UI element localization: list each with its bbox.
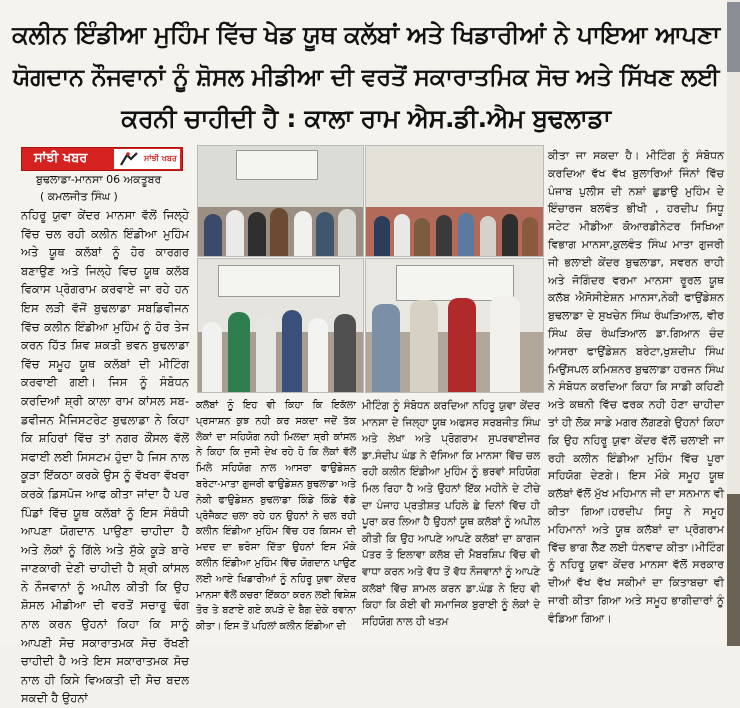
headline-line-2: ਯੋਗਦਾਨ ਨੌਜਵਾਨਾਂ ਨੂੰ ਸ਼ੋਸਲ ਮੀਡੀਆ ਦੀ ਵਰਤੋਂ ਸਕਾਰਾਤਮਿਕ ਸੋਚ ਅਤੇ ਸਿੱਖਣ ਲਈ	[12, 63, 720, 91]
running-figure-logo-icon	[118, 151, 140, 167]
column-4-text: ਕੀਤਾ ਜਾ ਸਕਦਾ ਹੈ। ਮੀਟਿੰਗ ਨੂੰ ਸੰਬੋਧਨ ਕਰਦਿਆ ਵੱਖ ਵੱਖ ਬੁਲਾਰਿਆਂ ਜਿੰਨਾਂ ਵਿੱਚ ਪੰਜਾਬ ਪੁਲੀਸ ਦੀ ਨਸ਼ਾਂ ਛੁਡਾਉ ਮੁਹਿੰਮ ਦੇ ਇੰਚਾਰਜ ਬਲਵੰਤ ਭੀਖੀ , ਹਰਦੀਪ ਸਿਧੂ ਸਟੇਟ ਮੀਡੀਆ ਕੋਆਰਡੀਨੇਟਰ ਸਿਖਿਆ ਵਿਭਾਗ ਮਾਨਸਾ,ਕੁਲਵੰਤ ਸਿੰਘ ਮਾਤਾ ਗੁਜਰੀ ਜੀ ਭਲਾਈ ਕੇਂਦਰ ਬੁਢਲਾਡਾ, ਸਵਰਨ ਰਾਹੀ ਅਤੇ ਜੋਗਿੰਦਰ ਵਰਮਾ ਮਾਨਸਾ ਰੂਰਲ ਯੂਥ ਕਲੱਬ ਐਸੋਸੀਏਸ਼ਨ ਮਾਨਸਾ,ਨੇਕੀ ਫਾਉਂਡੇਸ਼ਨ ਬੁਢਲਾਡਾ ਦੇ ਸੁਖਚੇਨ ਸਿੰਘ ਰੰਘੜਿਆਲ, ਵੀਰ ਸਿੰਘ ਕੋਚ ਰੰਘੜਿਆਲ ਡਾ.ਗਿਆਨ ਚੰਦ ਆਸਰਾ ਫਾਉਂਡੇਸ਼ਨ ਬਰੇਟਾ,ਖੁਸ਼ਦੀਪ ਸਿੰਘ ਮਿਉਂਸਪਲ ਕਮਿਸ਼ਨਰ ਬੁਢਲਾਡਾ ਹਰਜਨ ਸਿੰਘ ਨੇ ਸੰਬੋਧਨ ਕਰਦਿਆ ਕਿਹਾ ਕਿ ਸਾਡੀ ਕਹਿਣੀ ਅਤੇ ਕਥਨੀ ਵਿੱਚ ਫਰਕ ਨਹੀ ਹੋਣਾ ਚਾਹੀਦਾ ਤਾਂ ਹੀ ਲੋਕ ਸਾਡੇ ਮਗਰ ਲੱਗਣਗੇ ਉਹਨਾਂ ਕਿਹਾ ਕਿ ਉਹ ਨਹਿਰੂ ਯੁਵਾ ਕੇਂਦਰ ਵੱਲੋਂ ਚਲਾਈ ਜਾ ਰਹੀ ਕਲੀਨ ਇੰਡੀਆ ਮੁਹਿੰਮ ਵਿੱਚ ਪੂਰਾ ਸਹਿਯੋਗ ਦੇਣਗੇ। ਇਸ ਮੌਕੇ ਸਮੂਹ ਯੂਥ ਕਲੱਬਾਂ ਵੱਲੋਂ ਮੁੱਖ ਮਹਿਮਾਨ ਜੀ ਦਾ ਸਨਮਾਨ ਵੀ ਕੀਤਾ ਗਿਆ।ਹਰਦੀਪ ਸਿਧੂ ਨੇ ਸਮੂਹ ਮਹਿਮਾਨਾਂ ਅਤੇ ਯੂਥ ਕਲੱਬਾਂ ਦਾ ਪ੍ਰੋਗਰਾਮ ਵਿੱਚ ਭਾਗ ਲੈਣ ਲਈ ਧੰਨਵਾਦ ਕੀਤਾ।ਮੀਟਿੰਗ ਨੂੰ ਨਹਿਰੂ ਯੁਵਾ ਕੇਂਦਰ ਮਾਨਸਾ ਵੱਲੋਂ ਸਰਕਾਰ ਦੀਆਂ ਵੱਖ ਵੱਖ ਸਕੀਮਾਂ ਦਾ ਕਿਤਾਬਚਾ ਵੀ ਜਾਰੀ ਕੀਤਾ ਗਿਆ ਅਤੇ ਸਮੂਹ ਭਾਗੀਦਾਰਾਂ ਨੂੰ ਵੰਡਿਆ ਗਿਆ।	[548, 149, 724, 625]
photo-meeting-audience	[197, 145, 364, 257]
byline: ( ਕਮਲਜੀਤ ਸਿੰਘ )	[40, 190, 118, 203]
headline	[10, 14, 722, 140]
article-column-4	[548, 147, 724, 628]
adjacent-photo-top	[727, 2, 740, 72]
column-2-text: ਕਲੱਬਾਂ ਨੂੰ ਇਹ ਵੀ ਕਿਹਾ ਕਿ ਇਕੱਲਾ ਪ੍ਰਸਾਸ਼ਨ ਕੁਝ ਨਹੀ ਕਰ ਸਕਦਾ ਜਦੋਂ ਤੱਕ ਲੋਕਾਂ ਦਾ ਸਹਿਯੋਗ ਨਹੀ ਮਿਲਦਾ ਸ਼੍ਰੀ ਕਾਂਸਲ ਨੇ ਕਿਹਾ ਕਿ ਜੁਸੀ ਦੇਖ ਰਹੇ ਹੋ ਕਿ ਲੋਕਾਂ ਵੱਲੋਂ ਮਿਲੇ ਸਹਿਯੋਗ ਨਾਲ ਆਸਰਾ ਫਾਉਡੇਸ਼ਨ ਬਰੇਟਾ-ਮਾਤਾ ਗੁਜਰੀ ਫਾਉਡੇਸ਼ਨ ਬੁਢਲਾਡਾ ਅਤੇ ਨੇਕੀ ਫਾਉਡੇਸ਼ਨ ਬੁਢਲਾਡਾ ਕਿੰਡੇ ਕਿੰਡੇ ਵੱਡੇ ਪ੍ਰੋਜੈਕਟ ਚਲਾ ਰਹੇ ਹਨ ਉਹਨਾਂ ਨੇ ਚਲ ਰਹੀ ਕਲੀਨ ਇੰਡੀਆ ਮੁਹਿੰਮ ਵਿੱਚ ਹਰ ਕਿਸਮ ਦੀ ਮਦਦ ਦਾ ਭਰੋਸਾ ਦਿੱਤਾ ਉਹਨਾਂ ਇਸ ਮੌਕੇ ਕਲੀਨ ਇੰਡੀਆ ਮੁਹਿੰਮ ਵਿੱਚ ਯੋਗਦਾਨ ਪਾਉਣ ਲਈ ਆਏ ਖਿਡਾਰੀਆਂ ਨੂੰ ਨਹਿਰੂ ਯੁਵਾ ਕੇਂਦਰ ਮਾਨਸਾ ਵੱਲੋਂ ਕਚਰਾ ਇੱਕਠਾ ਕਰਨ ਲਈ ਵਿਸ਼ੇਸ਼ ਤੋਰ ਤੇ ਬਣਾਏ ਗਏ ਕਪੜੇ ਦੇ ਬੈਗ ਦੇਕੇ ਰਵਾਨਾ ਕੀਤਾ। ਇਸ ਤੋਂ ਪਹਿਲਾਂ ਕਲੀਨ ਇੰਡੀਆ ਦੀ	[196, 400, 356, 633]
adjacent-photo-bottom	[727, 494, 740, 646]
photo-collage	[197, 145, 542, 391]
photo-seated-hall	[365, 145, 544, 257]
article-column-1	[21, 206, 189, 706]
article-column-3	[362, 398, 540, 630]
adjacent-cropped-column	[727, 0, 740, 646]
brand-banner	[21, 147, 183, 171]
headline-line-1: ਕਲੀਨ ਇੰਡੀਆ ਮੁਹਿੰਮ ਵਿੱਚ ਖੇਡ ਯੂਥ ਕਲੱਬਾਂ ਅਤੇ ਖਿਡਾਰੀਆਂ ਨੇ ਪਾਇਆ ਆਪਣਾ	[12, 20, 720, 49]
dateline: ਬੁਢਲਾਡਾ-ਮਾਨਸਾ 06 ਅਕਤੂਬਰ	[36, 173, 162, 186]
cropped-top-strip	[0, 0, 740, 8]
article-column-2	[196, 398, 356, 635]
photo-honouring-guests	[365, 258, 544, 393]
headline-line-3: ਕਰਨੀ ਚਾਹੀਦੀ ਹੈ : ਕਾਲਾ ਰਾਮ ਐਸ.ਡੀ.ਐਮ ਬੁਢਲਾਡਾ	[121, 104, 611, 133]
photo-bag-distribution	[197, 258, 364, 393]
column-1-text: ਨਹਿਰੂ ਯੁਵਾ ਕੇਂਦਰ ਮਾਨਸਾ ਵੱਲੋਂ ਜਿਲ੍ਹੇ ਵਿੱਚ ਚਲ ਰਹੀ ਕਲੀਨ ਇੰਡੀਆ ਮੁਹਿੰਮ ਅਤੇ ਯੂਥ ਕਲੱਬਾਂ ਨੂੰ ਹੋਰ ਕਾਰਗਰ ਬਣਾਉਣ ਅਤੇ ਜਿਲ੍ਹੇ ਵਿਚ ਯੂਥ ਕਲੱਬ ਵਿਕਾਸ ਪ੍ਰੋਗਰਾਮ ਕਰਵਾਏ ਜਾ ਰਹੇ ਹਨ ਇਸ ਲੜੀ ਵੱਜੋਂ ਬੁਢਲਾਡਾ ਸਬਡਿਵੀਜਨ ਵਿੱਚ ਕਲੀਨ ਇੰਡੀਆ ਮੁਹਿੰਮ ਨੂੰ ਹੋਰ ਤੇਜ ਕਰਨ ਹਿੱਤ ਸ਼ਿਵ ਸ਼ਕਤੀ ਭਵਨ ਬੁਢਲਾਡਾ ਵਿੱਚ ਸਮੂਹ ਯੂਥ ਕਲੱਬਾਂ ਦੀ ਮੀਟਿੰਗ ਕਰਵਾਈ ਗਈ। ਜਿਸ ਨੂੰ ਸੰਬੋਧਨ ਕਰਦਿਆਂ ਸ਼੍ਰੀ ਕਾਲਾ ਰਾਮ ਕਾਂਸਲ ਸਬ-ਡਵੀਜਨ ਮੈਜਿਸਟਰੇਟ ਬੁਢਲਾਡਾ ਨੇ ਕਿਹਾ ਕਿ ਸ਼ਹਿਰਾਂ ਵਿੱਚ ਤਾਂ ਨਗਰ ਕੌਂਸਲ ਵੱਲੋਂ ਸਫਾਈ ਲਈ ਸਿਸਟਮ ਹੁੰਦਾ ਹੈ ਜਿਸ ਨਾਲ ਕੂੜਾ ਇੱਕਠਾ ਕਰਕੇ ਉਸ ਨੂੰ ਵੱਖਰਾ ਵੱਖਰਾ ਕਰਕੇ ਡਿਸਪੋਜ ਆਫ ਕੀਤਾ ਜਾਂਦਾ ਹੈ ਪਰ ਪਿੰਡਾਂ ਵਿੱਚ ਯੂਥ ਕਲੱਬਾਂ ਨੂੰ ਇਸ ਸੰਬੰਧੀ ਆਪਣਾ ਯੋਗਦਾਨ ਪਾਉਣਾ ਚਾਹੀਦਾ ਹੈ ਅਤੇ ਲੋਕਾਂ ਨੂੰ ਗਿੱਲੇ ਅਤੇ ਸੁੱਕੇ ਕੂੜੇ ਬਾਰੇ ਜਾਣਕਾਰੀ ਦੇਣੀ ਚਾਹੀਦੀ ਹੈ ਸ਼੍ਰੀ ਕਾਂਸਲ ਨੇ ਨੌਜਵਾਨਾਂ ਨੂੰ ਅਪੀਲ ਕੀਤੀ ਕਿ ਉਹ ਸ਼ੋਸਲ ਮੀਡੀਆ ਦੀ ਵਰਤੋਂ ਸਚਾਰੂ ਢੰਗ ਨਾਲ ਕਰਨ ਉਹਨਾਂ ਕਿਹਾ ਕਿ ਸਾਨੂੰ ਆਪਣੀ ਸੋਚ ਸਕਾਰਾਤਮਕ ਸੋਚ ਰੱਖਣੀ ਚਾਹੀਦੀ ਹੈ ਅਤੇ ਇਸ ਸਕਾਰਾਤਮਕ ਸੋਚ ਨਾਲ ਹੀ ਕਿਸੇ ਵਿਅਕਤੀ ਦੀ ਸੋਚ ਬਦਲ ਸਕਦੀ ਹੈ ਉਹਨਾਂ	[21, 208, 189, 706]
column-3-text: ਮੀਟਿੰਗ ਨੂੰ ਸੰਬੋਧਨ ਕਰਦਿਆ ਨਹਿਰੂ ਯੁਵਾ ਕੇਂਦਰ ਮਾਨਸਾ ਦੇ ਜਿਲ੍ਹਾ ਯੂਥ ਅਫਸਰ ਸਰਬਜੀਤ ਸਿੰਘ ਅਤੇ ਲੇਖਾ ਅਤੇ ਪ੍ਰੋਗਰਾਮ ਸੁਪਰਵਾਈਜਰ ਡਾ.ਸੰਦੀਪ ਘੰਡ ਨੇ ਦੱਸਿਆ ਕਿ ਮਾਨਸਾ ਵਿੱਚ ਚਲ ਰਹੀ ਕਲੀਨ ਇੰਡੀਆ ਮੁਹਿੰਮ ਨੂੰ ਭਰਵਾਂ ਸਹਿਯੋਗ ਮਿਲ ਰਿਹਾ ਹੈ ਅਤੇ ਉਹਨਾਂ ਇੱਕ ਮਹੀਨੇ ਦੇ ਟੀਚੇ ਦਾ ਪੰਜਾਹ ਪ੍ਰਤੀਸ਼ਤ ਪਹਿਲੇ ਛੇ ਦਿਨਾਂ ਵਿੱਚ ਹੀ ਪੂਰਾ ਕਰ ਲਿਆ ਹੈ ਉਹਨਾਂ ਯੂਥ ਕਲੱਬਾਂ ਨੂੰ ਅਪੀਲ ਕੀਤੀ ਕਿ ਉਹ ਆਪਣੇ ਆਪਣੇ ਕਲੱਬਾਂ ਦਾ ਕਾਗਜ ਪੱਤਰ ਤੋ ਇਲਾਵਾ ਕਲੱਬ ਦੀ ਮੈਬਰਸ਼ਿਪ ਵਿੱਚ ਵੀ ਵਾਧਾ ਕਰਨ ਅਤੇ ਵੱਧ ਤੋਂ ਵੱਧ ਨੌਜਵਾਨਾਂ ਨੂੰ ਆਪਣੇ ਕਲੱਬਾਂ ਵਿੱਚ ਸ਼ਾਮਲ ਕਰਨ ਡਾ.ਘੰਡ ਨੇ ਇਹ ਵੀ ਕਿਹਾ ਕਿ ਕੋਈ ਵੀ ਸਮਾਜਿਕ ਬੁਰਾਈ ਨੂੰ ਲੋਕਾਂ ਦੇ ਸਹਿਯੋਗ ਨਾਲ ਹੀ ਖਤਮ	[362, 400, 540, 628]
brand-logo	[114, 149, 180, 169]
brand-name: ਸਾਂਝੀ ਖਬਰ	[34, 151, 88, 166]
brand-logo-text: ਸਾਂਝੀ ਖਬਰ	[144, 154, 177, 163]
